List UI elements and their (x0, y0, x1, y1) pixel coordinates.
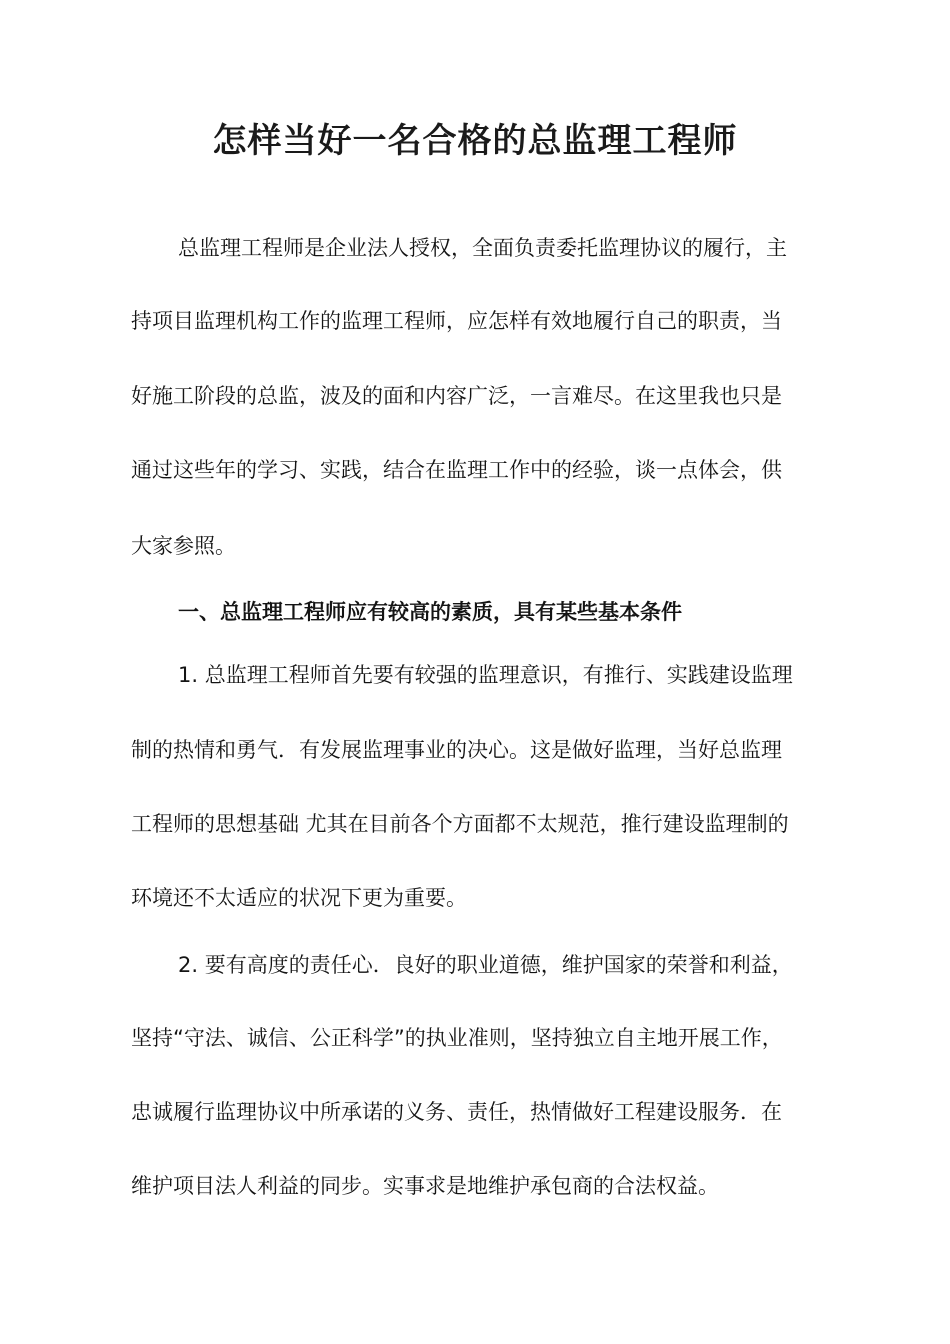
item1-line-3: 工程师的思想基础 尤其在目前各个方面都不太规范，推行建设监理制的 (131, 812, 789, 836)
item1-line-1: 1. 总监理工程师首先要有较强的监理意识，有推行、实践建设监理 (178, 663, 793, 687)
item1-line-4: 环境还不太适应的状况下更为重要。 (131, 886, 467, 910)
intro-line-1: 总监理工程师是企业法人授权，全面负责委托监理协议的履行，主 (178, 236, 787, 260)
intro-line-5: 大家参照。 (131, 534, 236, 558)
item2-line-2: 坚持“守法、诚信、公正科学”的执业准则，坚持独立自主地开展工作， (131, 1026, 783, 1050)
item2-line-4: 维护项目法人利益的同步。实事求是地维护承包商的合法权益。 (131, 1174, 719, 1198)
intro-line-3: 好施工阶段的总监，波及的面和内容广泛，一言难尽。在这里我也只是 (131, 384, 782, 408)
item1-line-2: 制的热情和勇气．有发展监理事业的决心。这是做好监理，当好总监理 (131, 738, 782, 762)
item2-line-1: 2. 要有高度的责任心．良好的职业道德，维护国家的荣誉和利益， (178, 953, 793, 977)
section-heading: 一、总监理工程师应有较高的素质，具有某些基本条件 (178, 600, 682, 624)
document-title: 怎样当好一名合格的总监理工程师 (212, 121, 738, 161)
intro-line-4: 通过这些年的学习、实践，结合在监理工作中的经验，谈一点体会，供 (131, 458, 782, 482)
item2-line-3: 忠诚履行监理协议中所承诺的义务、责任，热情做好工程建设服务．在 (131, 1100, 782, 1124)
intro-line-2: 持项目监理机构工作的监理工程师，应怎样有效地履行自己的职责，当 (131, 309, 782, 333)
